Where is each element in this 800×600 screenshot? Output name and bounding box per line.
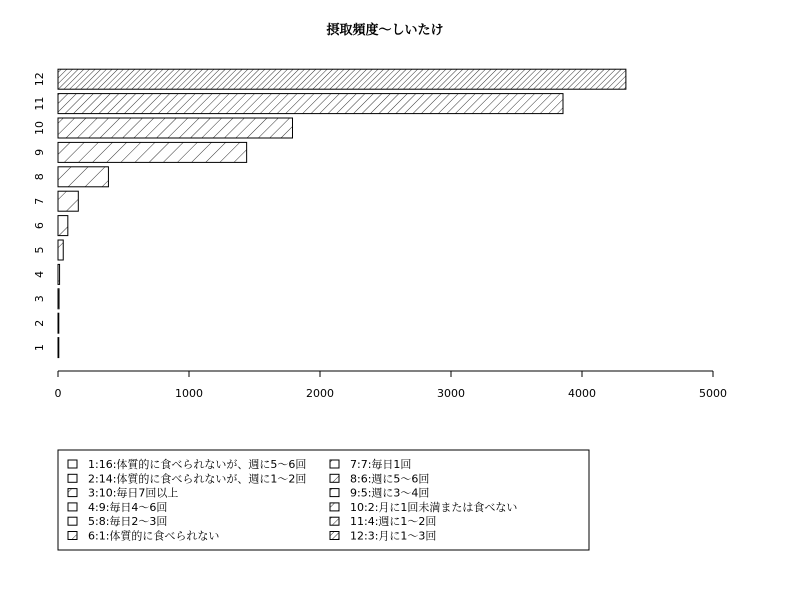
legend-swatch (330, 460, 339, 468)
x-tick-label: 5000 (699, 387, 727, 400)
legend-entry: 8:6:週に5〜6回 (350, 472, 430, 486)
legend-entry: 2:14:体質的に食べられないが、週に1〜2回 (88, 472, 307, 486)
y-tick-label: 3 (33, 295, 46, 303)
legend-swatch (68, 532, 77, 540)
bar-2 (58, 313, 59, 333)
legend-entry: 5:8:毎日2〜3回 (88, 515, 168, 529)
bar-10 (58, 118, 292, 138)
legend (58, 450, 589, 550)
y-tick-label: 4 (33, 270, 46, 278)
x-tick-label: 3000 (437, 387, 465, 400)
bar-8 (58, 167, 108, 187)
y-tick-label: 12 (33, 72, 46, 87)
legend-swatch (68, 460, 77, 468)
legend-entry: 7:7:毎日1回 (350, 458, 412, 471)
legend-entry: 4:9:毎日4〜6回 (88, 500, 168, 514)
legend-swatch (330, 474, 339, 482)
bar-12 (58, 69, 626, 89)
x-tick-label: 4000 (568, 387, 596, 400)
legend-entry: 3:10:毎日7回以上 (88, 486, 179, 500)
bar-5 (58, 240, 63, 260)
y-tick-label: 10 (33, 121, 46, 135)
x-axis (55, 371, 728, 400)
bar-11 (58, 94, 563, 114)
x-tick-label: 0 (54, 387, 62, 400)
y-tick-label: 11 (33, 96, 46, 111)
legend-swatch (68, 489, 77, 497)
y-tick-label: 1 (33, 344, 46, 352)
bar-7 (58, 191, 78, 211)
bar-4 (58, 264, 60, 284)
legend-entry: 12:3:月に1〜3回 (350, 529, 437, 543)
y-tick-label: 8 (33, 173, 46, 181)
x-tick-label: 1000 (175, 387, 203, 400)
legend-entry: 10:2:月に1回未満または食べない (350, 500, 518, 514)
legend-entry: 9:5:週に3〜4回 (350, 486, 430, 500)
bars-group (58, 69, 626, 357)
bar-9 (58, 142, 247, 162)
y-tick-label: 6 (33, 222, 46, 230)
y-axis (33, 72, 46, 351)
y-tick-label: 2 (33, 319, 46, 327)
bar-1 (58, 338, 59, 358)
legend-swatch (330, 489, 339, 497)
legend-entry: 11:4:週に1〜2回 (350, 515, 437, 529)
bar-3 (58, 289, 59, 309)
bar-6 (58, 216, 68, 236)
y-tick-label: 5 (33, 246, 46, 254)
legend-entry: 6:1:体質的に食べられない (88, 529, 220, 543)
chart-title: 摂取頻度〜しいたけ (326, 23, 444, 38)
legend-swatch (330, 503, 339, 511)
legend-entry: 1:16:体質的に食べられないが、週に5〜6回 (88, 458, 307, 471)
y-tick-label: 9 (33, 148, 46, 156)
legend-swatch (68, 517, 77, 525)
y-tick-label: 7 (33, 197, 46, 205)
legend-swatch (68, 474, 77, 482)
legend-swatch (330, 517, 339, 525)
legend-swatch (330, 532, 339, 540)
x-tick-label: 2000 (306, 387, 334, 400)
legend-swatch (68, 503, 77, 511)
